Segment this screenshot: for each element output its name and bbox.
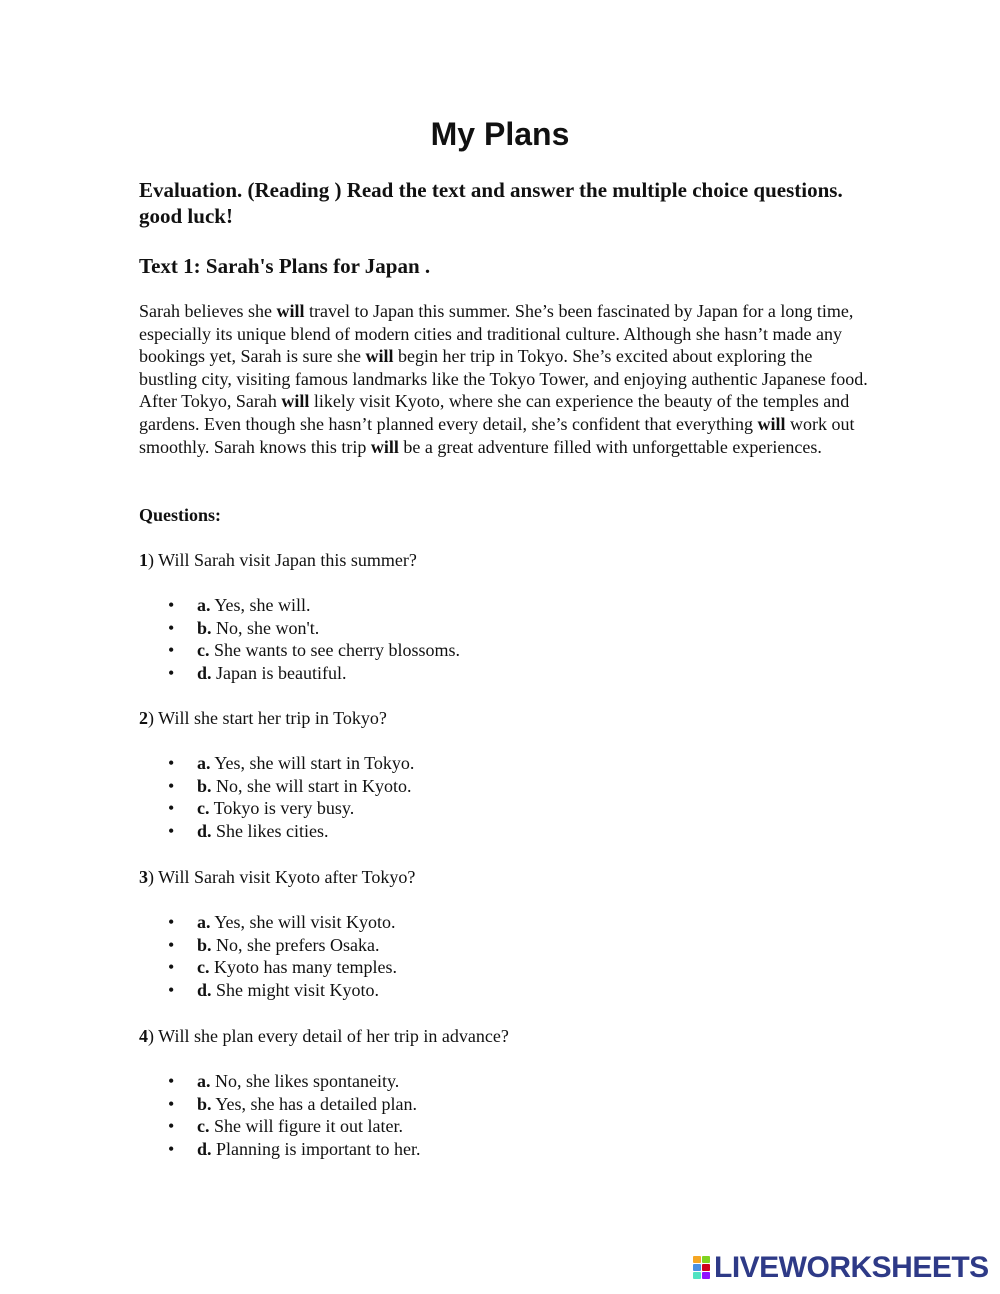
option-letter: d. <box>197 980 212 1001</box>
liveworksheets-wordmark: LIVEWORKSHEETS <box>714 1251 989 1284</box>
option-letter: a. <box>197 1071 211 1091</box>
question-number: 4 <box>139 1026 148 1046</box>
option-4a[interactable] <box>168 1070 421 1093</box>
option-letter: a. <box>197 753 211 773</box>
bullet-icon: • <box>168 753 175 773</box>
option-letter: a. <box>197 912 211 932</box>
option-letter: b. <box>197 934 212 955</box>
question-2-options <box>168 752 414 843</box>
option-text: No, she will start in Kyoto. <box>211 775 412 796</box>
passage-segment: be a great adventure filled with unforgettable experiences. <box>398 436 822 457</box>
bullet-icon: • <box>168 957 175 978</box>
question-2 <box>139 707 387 729</box>
bullet-icon: • <box>168 595 175 615</box>
option-letter: c. <box>197 1116 210 1137</box>
option-4d[interactable] <box>168 1138 421 1161</box>
passage-segment: begin her trip in Tokyo. She’s excited about exploring the bustling city, visiting famous landmarks like the Tokyo Tower, and enjoying authentic Japanese food. After Tokyo, Sarah <box>139 346 868 412</box>
bullet-icon: • <box>168 775 175 796</box>
passage-segment: Sarah believes she <box>139 301 277 321</box>
option-text: She will figure it out later. <box>209 1116 403 1137</box>
option-4c[interactable] <box>168 1115 421 1138</box>
option-2d[interactable] <box>168 820 414 843</box>
option-letter: c. <box>197 798 210 819</box>
question-paren: ) <box>148 550 154 570</box>
question-text: Will she plan every detail of her trip in advance? <box>154 1026 509 1046</box>
question-text: Will Sarah visit Japan this summer? <box>154 550 417 570</box>
question-4 <box>139 1025 509 1047</box>
bullet-icon: • <box>168 821 175 842</box>
bullet-icon: • <box>168 980 175 1001</box>
bullet-icon: • <box>168 640 175 661</box>
bullet-icon: • <box>168 1116 175 1137</box>
bullet-icon: • <box>168 798 175 819</box>
option-1d[interactable] <box>168 662 460 685</box>
option-3a[interactable] <box>168 911 397 934</box>
option-text: Yes, she has a detailed plan. <box>211 1093 417 1114</box>
passage-emphasis: will <box>757 413 786 434</box>
text-title: Text 1: Sarah's Plans for Japan . <box>139 254 431 278</box>
instructions: Evaluation. (Reading ) Read the text and answer the multiple choice questions. good luck! <box>139 178 843 228</box>
option-letter: c. <box>197 640 210 661</box>
passage-emphasis: will <box>370 436 399 457</box>
option-text: Tokyo is very busy. <box>209 798 355 819</box>
option-letter: b. <box>197 1093 212 1114</box>
option-3d[interactable] <box>168 979 397 1002</box>
question-number: 3 <box>139 867 148 887</box>
bullet-icon: • <box>168 912 175 932</box>
bullet-icon: • <box>168 1093 175 1114</box>
question-paren: ) <box>148 708 154 728</box>
questions-heading: Questions: <box>139 505 222 525</box>
option-letter: a. <box>197 595 211 615</box>
bullet-icon: • <box>168 1071 175 1091</box>
option-text: Yes, she will visit Kyoto. <box>210 912 396 932</box>
question-1 <box>139 549 417 571</box>
bullet-icon: • <box>168 663 175 684</box>
option-3b[interactable] <box>168 934 397 957</box>
option-text: Yes, she will start in Tokyo. <box>210 753 415 773</box>
option-letter: b. <box>197 617 212 638</box>
bullet-icon: • <box>168 1139 175 1160</box>
option-text: Kyoto has many temples. <box>209 957 397 978</box>
option-text: She might visit Kyoto. <box>211 980 380 1001</box>
option-letter: d. <box>197 663 212 684</box>
option-text: Yes, she will. <box>210 595 311 615</box>
question-text: Will Sarah visit Kyoto after Tokyo? <box>154 867 416 887</box>
option-text: No, she won't. <box>211 617 320 638</box>
passage-emphasis: will <box>276 301 305 321</box>
option-2a[interactable] <box>168 752 414 775</box>
option-text: Planning is important to her. <box>211 1139 421 1160</box>
passage-emphasis: will <box>281 391 310 412</box>
liveworksheets-mark-icon <box>693 1256 711 1280</box>
option-text: She likes cities. <box>211 821 329 842</box>
option-2c[interactable] <box>168 797 414 820</box>
bullet-icon: • <box>168 934 175 955</box>
option-4b[interactable] <box>168 1093 421 1116</box>
passage-segment: travel to Japan this summer. She’s been fascinated by Japan for a long time, especially its unique blend of modern cities and traditional culture. Although she hasn’t made any bookings yet, Sarah is sure she <box>139 301 854 367</box>
question-3-options <box>168 911 397 1002</box>
option-1a[interactable] <box>168 594 460 617</box>
question-number: 1 <box>139 550 148 570</box>
option-1c[interactable] <box>168 639 460 662</box>
question-1-options <box>168 594 460 685</box>
option-letter: b. <box>197 775 212 796</box>
question-paren: ) <box>148 867 154 887</box>
question-3 <box>139 866 415 888</box>
option-text: No, she prefers Osaka. <box>211 934 380 955</box>
reading-passage <box>139 300 869 458</box>
page-title: My Plans <box>430 116 570 152</box>
option-letter: d. <box>197 1139 212 1160</box>
question-number: 2 <box>139 708 148 728</box>
passage-segment: likely visit Kyoto, where she can experience the beauty of the temples and gardens. Even though she hasn’t planned every detail, she’s confident that everything <box>139 391 850 434</box>
option-text: She wants to see cherry blossoms. <box>209 640 460 661</box>
question-4-options <box>168 1070 421 1161</box>
option-letter: c. <box>197 957 210 978</box>
question-paren: ) <box>148 1026 154 1046</box>
option-text: Japan is beautiful. <box>211 663 347 684</box>
passage-emphasis: will <box>365 346 394 367</box>
option-letter: d. <box>197 821 212 842</box>
option-text: No, she likes spontaneity. <box>210 1071 400 1091</box>
question-text: Will she start her trip in Tokyo? <box>154 708 387 728</box>
option-1b[interactable] <box>168 617 460 640</box>
liveworksheets-logo <box>693 1252 989 1284</box>
passage-segment: work out smoothly. Sarah knows this trip <box>139 413 855 457</box>
option-2b[interactable] <box>168 775 414 798</box>
option-3c[interactable] <box>168 956 397 979</box>
bullet-icon: • <box>168 617 175 638</box>
